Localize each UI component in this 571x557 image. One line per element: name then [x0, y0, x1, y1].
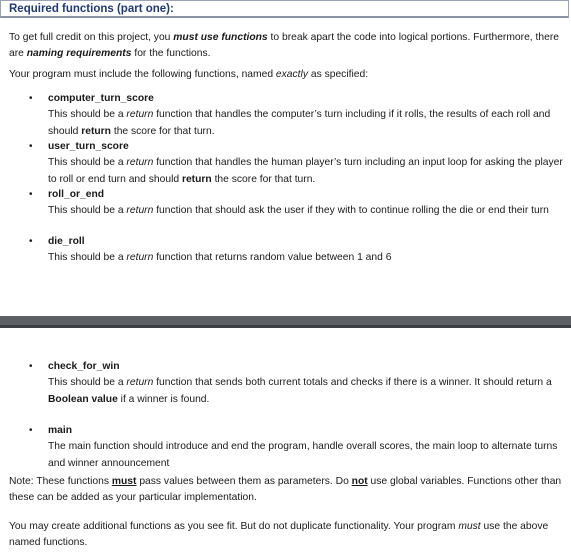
bullet-icon: • [29, 425, 33, 436]
text-run: for the functions. [131, 48, 211, 59]
text-run: Note: These functions [9, 476, 112, 487]
emphasis-return-bold: return [81, 125, 111, 137]
section-heading [0, 0, 569, 18]
emphasis-return: return [126, 157, 154, 168]
text-run: function that should ask the user if they with to continue rolling the die or end their turn [153, 205, 549, 216]
page-break-divider [0, 316, 571, 328]
text-run: This should be a [48, 205, 127, 216]
emphasis-return: return [126, 377, 154, 388]
text-run: function that sends both current totals and checks if there is a winner. It should return a [153, 377, 552, 388]
text-run: Your program must include the following functions, named [9, 69, 276, 80]
note-paragraph [9, 474, 564, 506]
text-run: use global variables. Functions other than these can be added as your particular implementation. [9, 476, 562, 503]
bullet-icon: • [29, 93, 33, 104]
text-run: This should be a [48, 252, 127, 263]
function-name: check_for_win [48, 361, 120, 372]
function-name: computer_turn_score [48, 93, 154, 104]
function-description: The main function should introduce and end the program, handle overall scores, the main loop to alternate turns and winner announcement [48, 441, 558, 469]
emphasis-not: not [351, 476, 368, 487]
emphasis-must-use-functions: must use functions [173, 32, 268, 43]
text-run: use the above named functions. [9, 521, 549, 548]
text-run: You may create additional functions as you see fit. But do not duplicate functionality. Your program [9, 521, 459, 532]
text-run: function that handles the computer’s turn including if it rolls, the results of each roll and should [48, 109, 551, 137]
text-run: if a winner is found. [117, 393, 210, 405]
closing-paragraph [9, 519, 564, 551]
function-name: main [48, 425, 73, 436]
text-run: the score for that turn. [211, 173, 316, 185]
emphasis-return-bold: return [181, 173, 212, 185]
text-run: function that handles the human player’s turn including an input loop for asking the player to roll or end turn and should [48, 157, 563, 185]
heading-title: Required functions (part one): [9, 3, 174, 15]
bullet-icon: • [29, 189, 33, 200]
text-run: To get full credit on this project, you [9, 32, 174, 43]
text-run: This should be a [48, 157, 127, 168]
intro-paragraph [9, 30, 564, 62]
emphasis-must: must [111, 476, 137, 487]
text-run: to break apart the code into logical portions. Furthermore, there are [9, 32, 560, 59]
function-name: die_roll [48, 236, 85, 247]
function-name: roll_or_end [48, 189, 105, 200]
function-description [48, 203, 564, 220]
function-name: user_turn_score [48, 141, 129, 152]
emphasis-return: return [126, 109, 154, 120]
emphasis-return: return [126, 205, 154, 216]
emphasis-boolean-value: Boolean value [48, 393, 118, 405]
function-description [48, 250, 564, 267]
emphasis-return: return [126, 252, 154, 263]
text-run: This should be a [48, 377, 127, 388]
emphasis-exactly: exactly [275, 69, 308, 80]
function-description [48, 155, 564, 188]
text-run: This should be a [48, 109, 127, 120]
function-description [48, 375, 564, 408]
bullet-icon: • [29, 236, 33, 247]
text-run: pass values between them as parameters. Do [136, 476, 352, 487]
text-run: as specified: [307, 69, 369, 80]
function-description [48, 107, 564, 140]
text-run: the score for that turn. [110, 125, 215, 137]
bullet-icon: • [29, 141, 33, 152]
emphasis-naming-requirements: naming requirements [26, 48, 132, 59]
bullet-icon: • [29, 361, 33, 372]
requirements-paragraph [9, 67, 564, 83]
emphasis-must: must [458, 521, 481, 532]
text-run: function that returns random value between 1 and 6 [153, 252, 392, 263]
